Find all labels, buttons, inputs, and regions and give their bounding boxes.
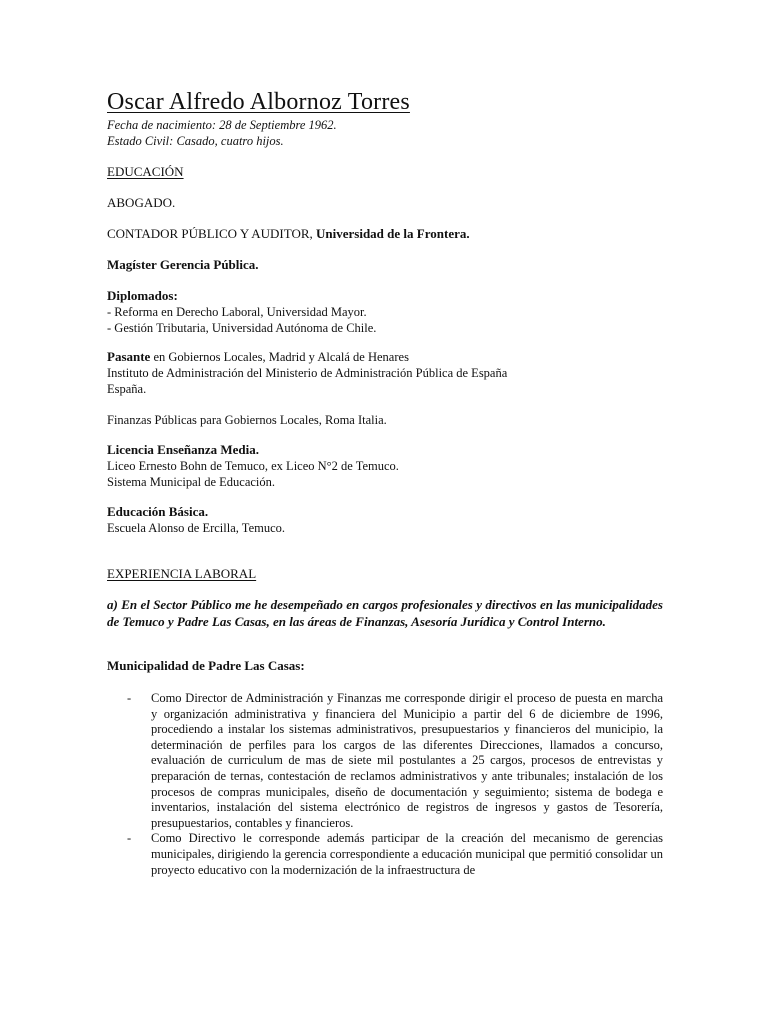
diplomado-item: - Gestión Tributaria, Universidad Autónoma de Chile. bbox=[107, 321, 377, 335]
diplomados-title: Diplomados: bbox=[107, 288, 178, 303]
degree-contador bbox=[107, 226, 470, 242]
birth-date: Fecha de nacimiento: 28 de Septiembre 1962. bbox=[107, 118, 337, 132]
municipality-heading: Municipalidad de Padre Las Casas: bbox=[107, 658, 305, 673]
basica-school: Escuela Alonso de Ercilla, Temuco. bbox=[107, 521, 286, 535]
education-heading: EDUCACIÓN bbox=[107, 164, 184, 179]
candidate-name: Oscar Alfredo Albornoz Torres bbox=[107, 89, 410, 115]
bullet-text: Como Directivo le corresponde además participar de la creación del mecanismo de gerencias municipales, dirigiendo la gerencia correspondiente a educación municipal que permitió consolidar un proyecto educativo con la modernización de la infraestructura de bbox=[151, 831, 663, 877]
list-item bbox=[127, 691, 663, 831]
degree-magister: Magíster Gerencia Pública. bbox=[107, 257, 259, 272]
pasante-label: Pasante bbox=[107, 349, 151, 364]
licencia-school: Liceo Ernesto Bohn de Temuco, ex Liceo N°2 de Temuco. bbox=[107, 459, 399, 473]
basica-block bbox=[107, 504, 285, 536]
bullet-text: Como Director de Administración y Finanzas me corresponde dirigir el proceso de puesta en marcha y organización administrativa y financiera del Municipio a partir del 6 de diciembre de 1996, procediendo a instalar los sistemas administrativos, presupuestarios y financieros del municipio, la determinación de perfiles para los cargos de las diferentes Direcciones, llamados a concurso, evaluación de curriculum de mas de siete mil postulantes a 25 cargos, procesos de entrevistas y preparación de ternas, contestación de reclamos administrativos y ante tribunales; instalación de los procesos de compras municipales, diseño de documentación y seguimiento; sistema de bodega e inventarios, instalación del sistema electrónico de registros de ingresos y gastos de Tesorería, presupuestarios, contables y financieros. bbox=[151, 691, 663, 830]
civil-status: Estado Civil: Casado, cuatro hijos. bbox=[107, 134, 284, 148]
licencia-system: Sistema Municipal de Educación. bbox=[107, 475, 276, 489]
experience-bullets bbox=[127, 691, 663, 878]
degree-contador-title: CONTADOR PÚBLICO Y AUDITOR, bbox=[107, 226, 313, 241]
diplomados-block bbox=[107, 288, 376, 336]
degree-contador-university: Universidad de la Frontera. bbox=[312, 226, 470, 241]
licencia-title: Licencia Enseñanza Media. bbox=[107, 442, 260, 457]
bullet-dash: - bbox=[127, 831, 132, 846]
bullet-dash: - bbox=[127, 691, 132, 705]
licencia-block bbox=[107, 442, 399, 490]
experience-heading: EXPERIENCIA LABORAL bbox=[107, 566, 257, 581]
experience-intro: a) En el Sector Público me he desempeñado en cargos profesionales y directivos en las municipalidades de Temuco y Padre Las Casas, en las áreas de Finanzas, Asesoría Jurídica y Control Interno. bbox=[107, 597, 663, 629]
pasante-country: España. bbox=[107, 382, 147, 396]
degree-abogado: ABOGADO. bbox=[107, 195, 176, 210]
pasante-institute: Instituto de Administración del Ministerio de Administración Pública de España bbox=[107, 366, 508, 380]
finanzas-course: Finanzas Públicas para Gobiernos Locales, Roma Italia. bbox=[107, 413, 387, 427]
pasante-block bbox=[107, 349, 507, 397]
basica-title: Educación Básica. bbox=[107, 504, 209, 519]
diplomado-item: - Reforma en Derecho Laboral, Universidad Mayor. bbox=[107, 305, 367, 319]
list-item bbox=[127, 831, 663, 878]
pasante-location: en Gobiernos Locales, Madrid y Alcalá de Henares bbox=[150, 350, 409, 364]
